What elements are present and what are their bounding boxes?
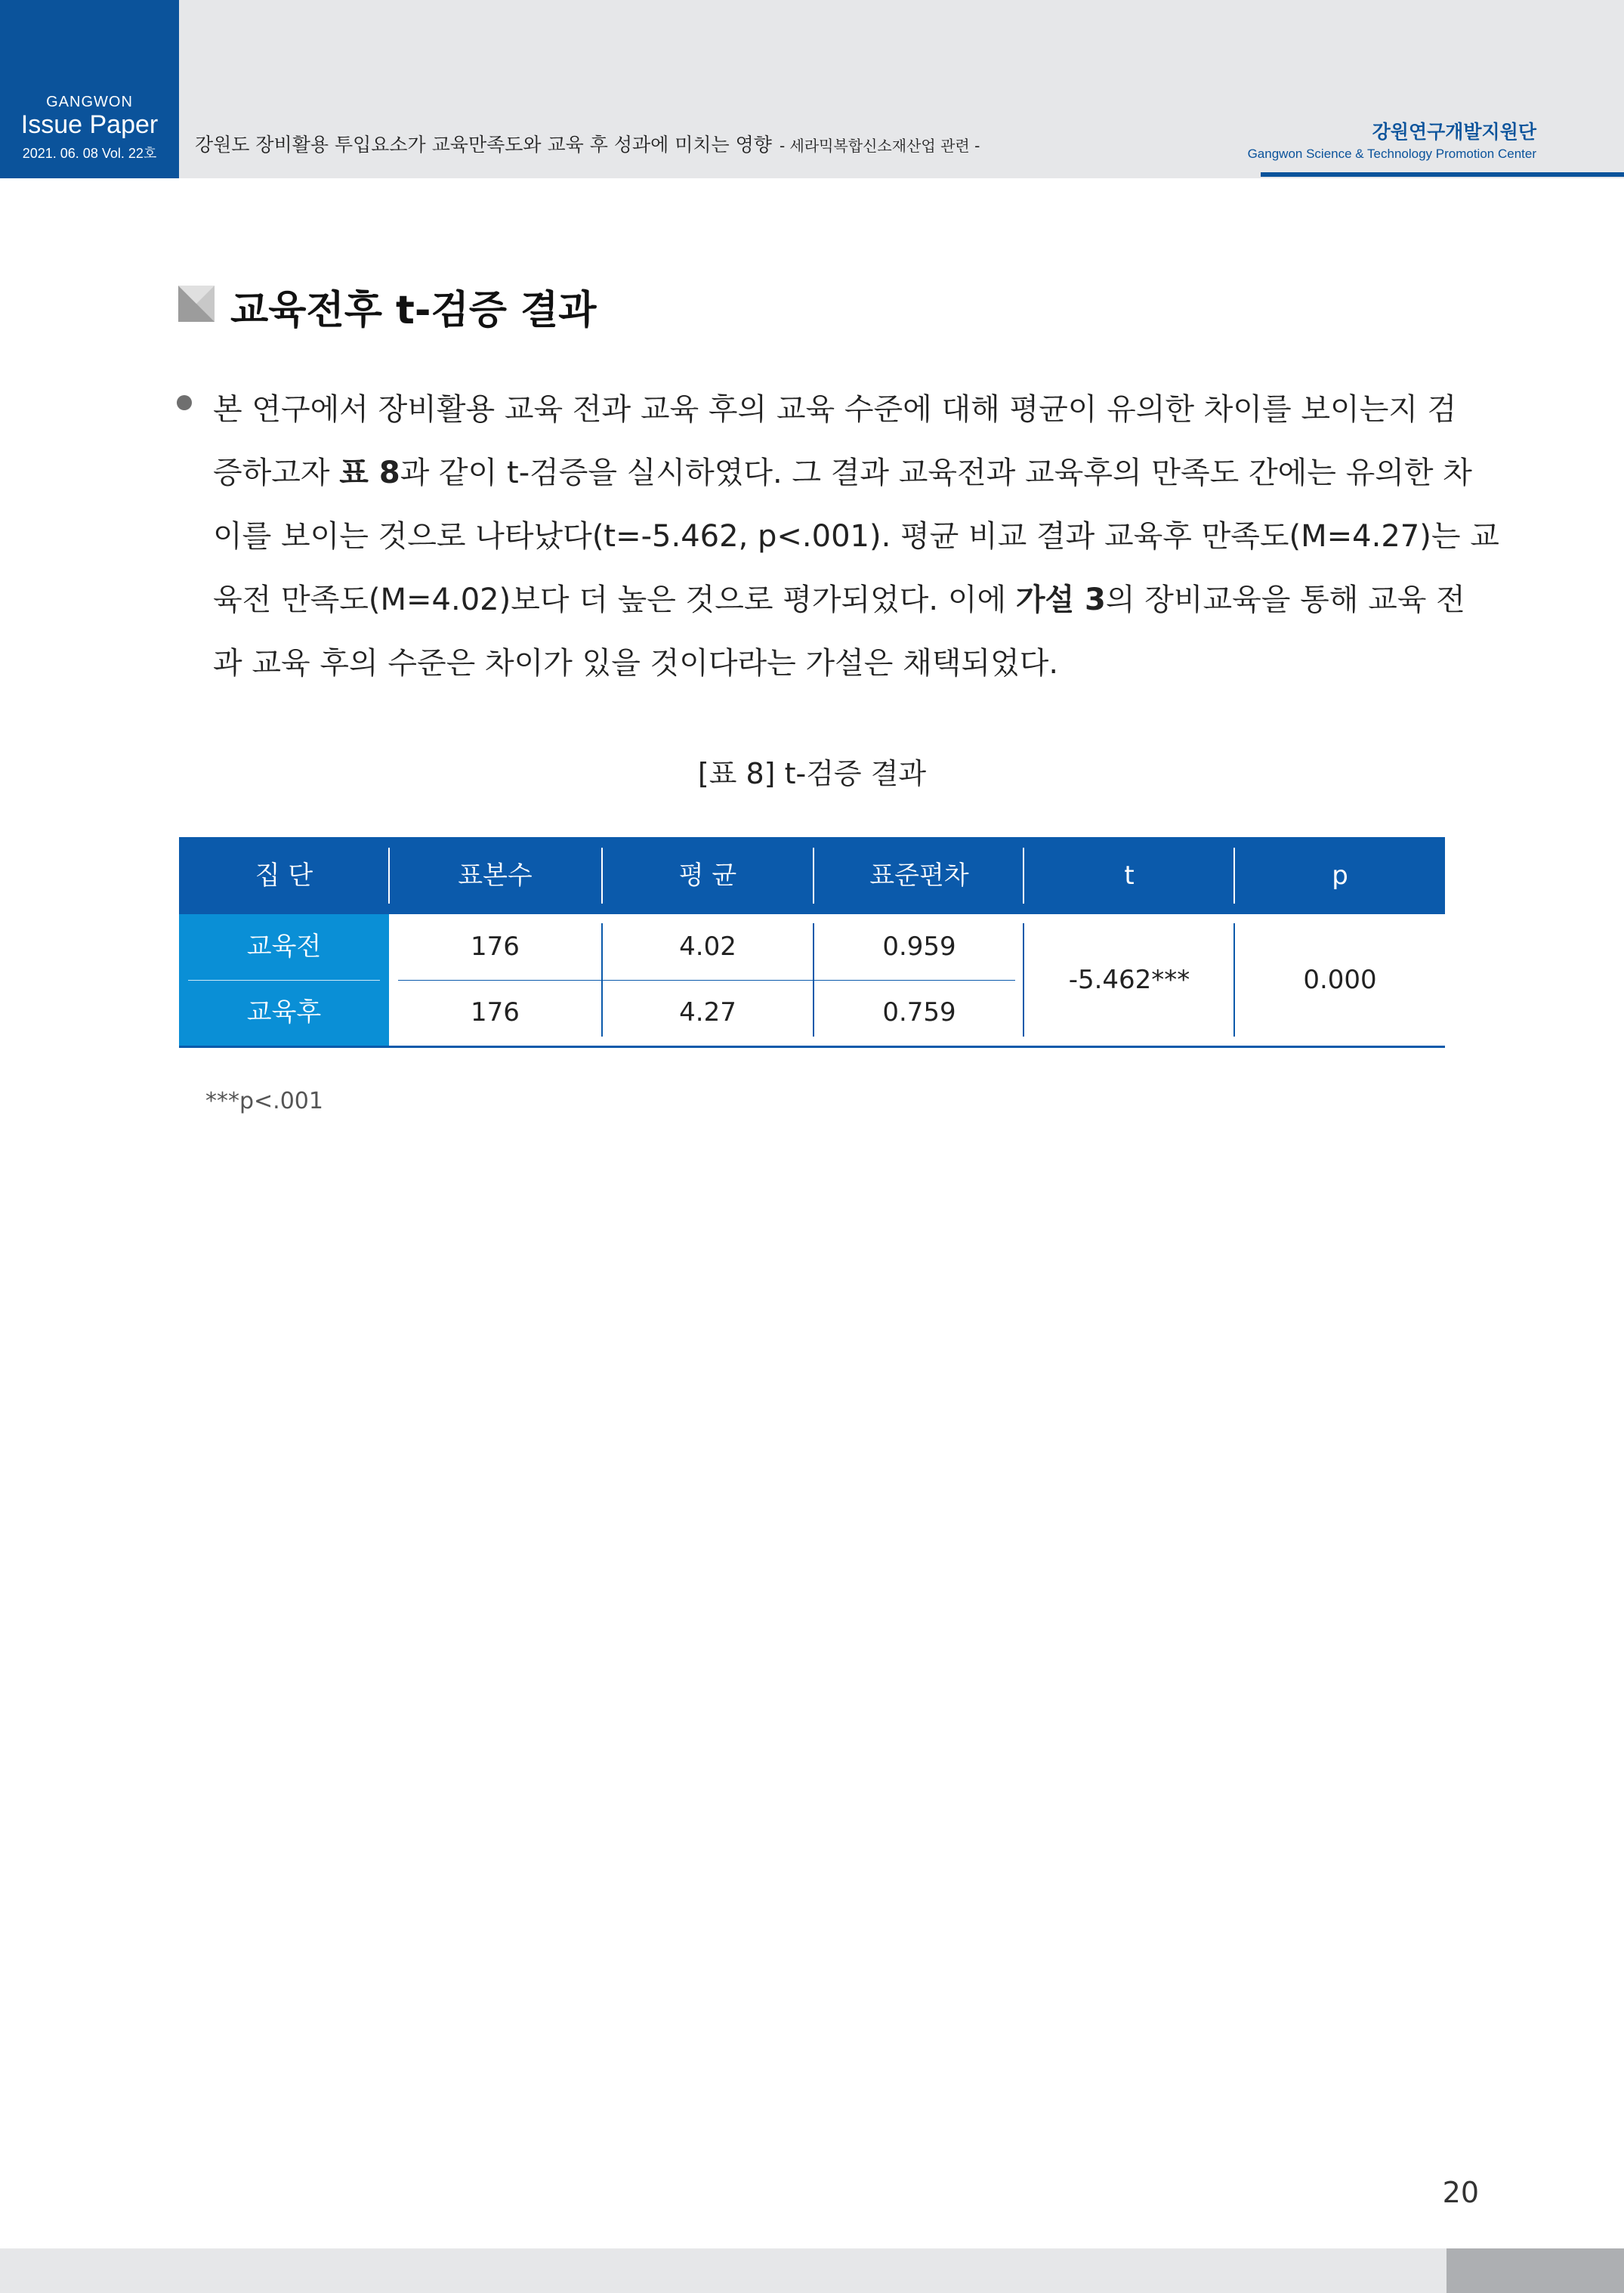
paragraph-line: 본 연구에서 장비활용 교육 전과 교육 후의 교육 수준에 대해 평균이 유의한 차이를 보이는지 검 xyxy=(213,392,1457,427)
column-divider xyxy=(1023,923,1024,1037)
table-cell: 0.759 xyxy=(882,997,956,1028)
table-caption: [표 8] t-검증 결과 xyxy=(697,757,927,790)
table-cell: 4.02 xyxy=(679,932,736,962)
body-paragraph xyxy=(213,378,1499,695)
column-header-t: t xyxy=(1124,861,1135,891)
text-span: 육전 만족도(M=4.02)보다 더 높은 것으로 평가되었다. 이에 xyxy=(213,583,1016,617)
bullet-icon xyxy=(177,395,192,410)
footer-accent xyxy=(1446,2248,1624,2293)
column-header-n: 표본수 xyxy=(458,861,533,891)
document-title xyxy=(195,130,980,157)
row-label-divider xyxy=(188,980,380,981)
brand-date: 2021. 06. 08 Vol. 22호 xyxy=(22,146,157,161)
column-divider xyxy=(601,923,603,1037)
column-header-mean: 평 균 xyxy=(678,861,737,891)
column-divider xyxy=(813,923,814,1037)
t-value-cell: -5.462*** xyxy=(1068,965,1190,995)
section-title: 교육전후 t-검증 결과 xyxy=(230,288,597,333)
document-subtitle: - 세라믹복합신소재산업 관련 - xyxy=(779,137,980,155)
text-span: 증하고자 xyxy=(213,456,340,490)
footer-bar xyxy=(0,2248,1446,2293)
row-label-after: 교육후 xyxy=(179,980,389,1046)
header-accent-line xyxy=(1261,172,1624,177)
table-cell: 176 xyxy=(471,997,520,1028)
column-header-p: p xyxy=(1332,861,1348,891)
results-table xyxy=(179,837,1445,1047)
paragraph-line xyxy=(213,568,1465,632)
table-cell: 176 xyxy=(471,932,520,962)
column-divider xyxy=(1233,923,1235,1037)
row-label-before: 교육전 xyxy=(179,914,389,980)
table-footnote: ***p<.001 xyxy=(205,1088,323,1114)
table-cell: 0.959 xyxy=(882,932,956,962)
p-value-cell: 0.000 xyxy=(1303,965,1377,995)
paragraph-line: 과 교육 후의 수준은 차이가 있을 것이다라는 가설은 채택되었다. xyxy=(213,646,1059,681)
row-divider xyxy=(398,980,1015,981)
hypothesis-reference: 가설 3 xyxy=(1015,583,1106,617)
page-number: 20 xyxy=(1442,2176,1479,2209)
table-reference: 표 8 xyxy=(339,456,400,490)
brand-logo xyxy=(0,0,179,178)
table-cell: 4.27 xyxy=(679,997,736,1028)
brand-name: Issue Paper xyxy=(20,110,159,139)
paragraph-line xyxy=(213,441,1472,505)
document-title-main: 강원도 장비활용 투입요소가 교육만족도와 교육 후 성과에 미치는 영향 xyxy=(195,134,772,156)
text-span: 의 장비교육을 통해 교육 전 xyxy=(1105,583,1465,617)
brand-top-text: GANGWON xyxy=(46,94,133,110)
square-section-icon xyxy=(178,286,215,322)
table-bottom-border xyxy=(179,1046,1445,1048)
column-header-group: 집 단 xyxy=(255,861,313,891)
organization-name: 강원연구개발지원단 xyxy=(1372,121,1536,143)
organization-name-en: Gangwon Science & Technology Promotion Center xyxy=(1247,147,1536,161)
text-span: 과 같이 t-검증을 실시하였다. 그 결과 교육전과 교육후의 만족도 간에는 유의한 차 xyxy=(400,456,1472,490)
paragraph-line: 이를 보이는 것으로 나타났다(t=-5.462, p<.001). 평균 비교 결과 교육후 만족도(M=4.27)는 교 xyxy=(213,519,1499,554)
column-header-sd: 표준편차 xyxy=(869,861,969,891)
